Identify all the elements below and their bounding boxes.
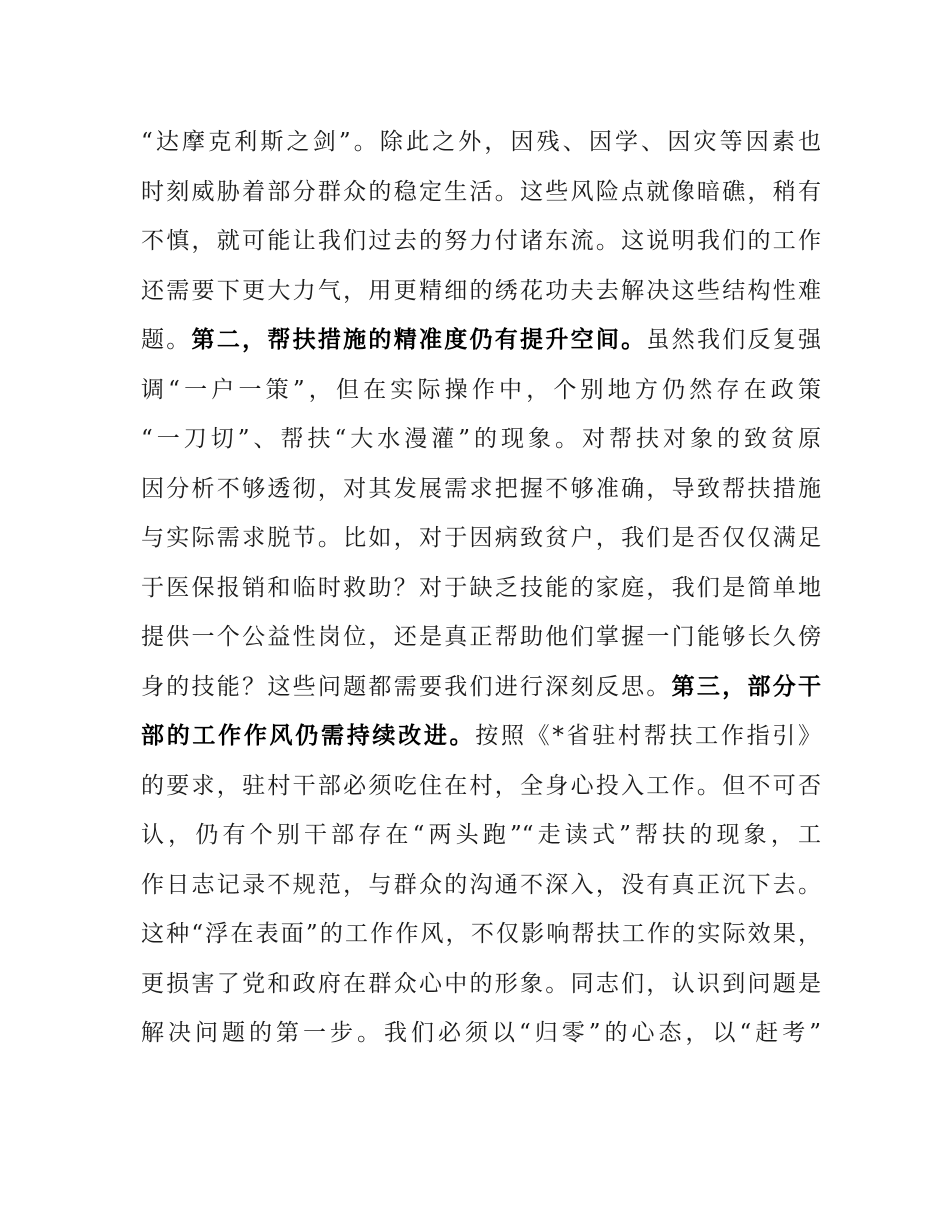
- body-text: [141, 118, 821, 1059]
- text-line: [141, 415, 821, 465]
- text-line: [141, 118, 821, 168]
- text-run: 按照《*省驻村帮扶工作指引》: [475, 723, 822, 749]
- text-run: “达摩克利斯之剑”。除此之外，因残、因学、因灾等因素也: [141, 129, 821, 155]
- text-run: 虽然我们反复强: [646, 327, 822, 353]
- text-run: 题。: [141, 327, 192, 353]
- text-line: [141, 168, 821, 218]
- text-run: 的要求，驻村干部必须吃住在村，全身心投入工作。但不可否: [141, 772, 821, 799]
- bold-heading-run: 第三，部分干: [671, 673, 822, 700]
- text-run: 身的技能？这些问题都需要我们进行深刻反思。: [141, 673, 672, 700]
- text-run: 更损害了党和政府在群众心中的形象。同志们，认识到问题是: [141, 970, 821, 997]
- text-line: [141, 514, 821, 564]
- text-run: 提供一个公益性岗位，还是真正帮助他们掌握一门能够长久傍: [141, 624, 821, 650]
- text-line: [141, 712, 821, 762]
- text-run: 作日志记录不规范，与群众的沟通不深入，没有真正沉下去。: [141, 871, 821, 898]
- text-run: 调“一户一策”，但在实际操作中，个别地方仍然存在政策: [141, 376, 821, 403]
- text-run: 解决问题的第一步。我们必须以“归零”的心态，以“赶考”: [141, 1020, 821, 1046]
- text-line: [141, 465, 821, 515]
- text-line: [141, 1009, 821, 1059]
- text-line: [141, 613, 821, 663]
- text-line: [141, 811, 821, 861]
- text-run: 这种“浮在表面”的工作作风，不仅影响帮扶工作的实际效果，: [141, 921, 821, 947]
- text-run: 于医保报销和临时救助？对于缺乏技能的家庭，我们是简单地: [141, 574, 821, 601]
- text-run: 认，仍有个别干部存在“两头跑”“走读式”帮扶的现象，工: [141, 822, 821, 848]
- text-run: 因分析不够透彻，对其发展需求把握不够准确，导致帮扶措施: [141, 475, 821, 502]
- text-run: 不慎，就可能让我们过去的努力付诸东流。这说明我们的工作: [141, 228, 821, 254]
- text-run: “一刀切”、帮扶“大水漫灌”的现象。对帮扶对象的致贫原: [141, 426, 821, 452]
- text-line: [141, 267, 821, 317]
- text-line: [141, 762, 821, 812]
- text-line: [141, 564, 821, 614]
- text-line: [141, 663, 821, 713]
- bold-heading-run: 部的工作作风仍需持续改进。: [141, 723, 476, 749]
- text-run: 还需要下更大力气，用更精细的绣花功夫去解决这些结构性难: [141, 277, 821, 304]
- text-run: 时刻威胁着部分群众的稳定生活。这些风险点就像暗礁，稍有: [141, 178, 821, 205]
- text-line: [141, 217, 821, 267]
- text-line: [141, 316, 821, 366]
- text-line: [141, 910, 821, 960]
- bold-heading-run: 第二，帮扶措施的精准度仍有提升空间。: [191, 327, 647, 353]
- text-run: 与实际需求脱节。比如，对于因病致贫户，我们是否仅仅满足: [141, 525, 821, 551]
- text-line: [141, 960, 821, 1010]
- text-line: [141, 366, 821, 416]
- text-line: [141, 861, 821, 911]
